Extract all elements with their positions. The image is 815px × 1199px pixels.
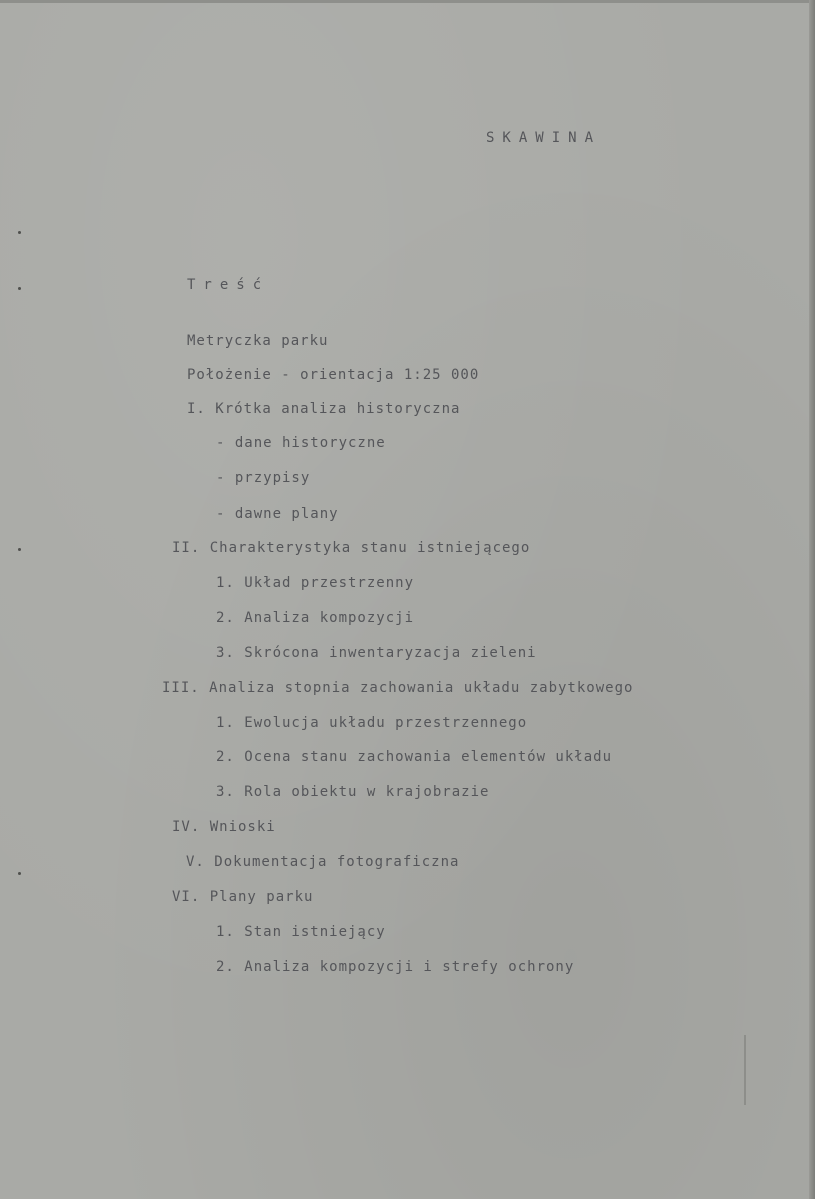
toc-subentry: 2. Ocena stanu zachowania elementów układu [216,749,613,765]
toc-section: V. Dokumentacja fotograficzna [186,854,460,870]
toc-subentry: - przypisy [216,470,311,486]
toc-subentry: 3. Skrócona inwentaryzacja zieleni [216,645,537,661]
toc-section: I. Krótka analiza historyczna [187,401,461,417]
toc-subentry: 1. Stan istniejący [216,924,386,940]
punch-mark [18,872,21,875]
toc-subentry: - dawne plany [216,506,339,522]
toc-entry: Metryczka parku [187,333,329,349]
place-heading: SKAWINA [486,130,602,146]
toc-subentry: 3. Rola obiektu w krajobrazie [216,784,490,800]
toc-section: VI. Plany parku [172,889,314,905]
pencil-mark [744,1035,746,1105]
toc-section: II. Charakterystyka stanu istniejącego [172,540,531,556]
toc-section: III. Analiza stopnia zachowania układu zabytkowego [162,680,634,696]
page-top-edge [0,0,815,3]
punch-mark [18,231,21,234]
punch-mark [18,287,21,290]
toc-subentry: 2. Analiza kompozycji i strefy ochrony [216,959,575,975]
toc-subentry: 1. Układ przestrzenny [216,575,415,591]
punch-mark [18,548,21,551]
toc-section: IV. Wnioski [172,819,276,835]
toc-subentry: - dane historyczne [216,435,386,451]
toc-subentry: 2. Analiza kompozycji [216,610,415,626]
page-right-edge [809,0,815,1199]
toc-entry: Położenie - orientacja 1:25 000 [187,367,480,383]
toc-heading: Treść [187,277,270,293]
toc-subentry: 1. Ewolucja układu przestrzennego [216,715,528,731]
